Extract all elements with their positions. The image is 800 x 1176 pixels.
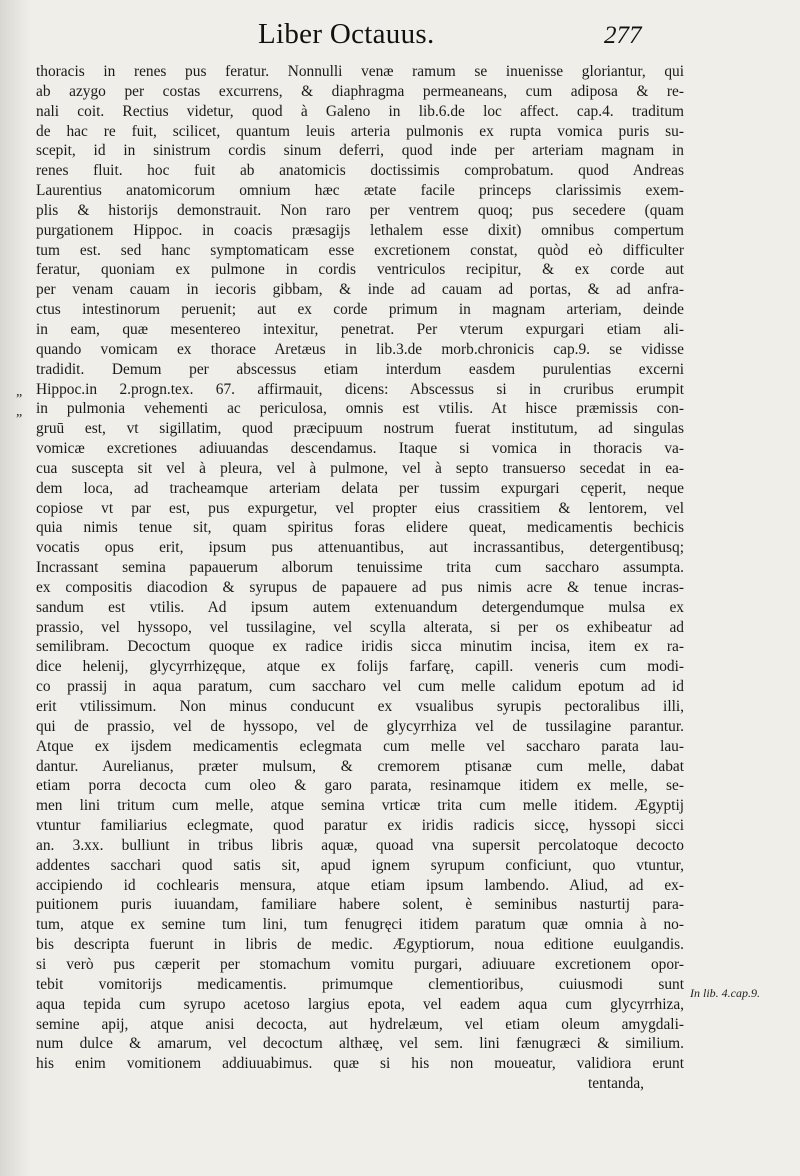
text-line: in eam, quæ mesentereo intexitur, penetrat. Per vterum expurgari etiam ali- [36, 320, 684, 338]
text-line: puitionem puris iuuandam, familiare habere solent, è seminibus nasturtij para- [36, 896, 684, 914]
text-line: plis & historijs demonstrauit. Non raro per ventrem quoq; pus secedere (quam [36, 201, 684, 219]
margin-quote-mark: ” [16, 392, 23, 407]
text-line: vtuntur familiarius eclegmate, quod paratur ex iridis radicis siccę, hyssopi sicci [36, 817, 684, 835]
text-line: tum est. sed hanc symptomaticam esse excretionem constat, quòd eò difficulter [36, 241, 684, 259]
text-line: nali coit. Rectius videtur, quod à Galeno in lib.6.de loc affect. cap.4. traditum [36, 102, 684, 120]
page-gutter-shadow [0, 0, 30, 1176]
text-line: ex compositis diacodion & syrupus de papauere ad pus nimis acre & tenue incras- [36, 578, 684, 596]
text-line: Hippoc.in 2.progn.tex. 67. affirmauit, dicens: Abscessus si in cruribus erumpit [36, 380, 684, 398]
text-line: Atque ex ijsdem medicamentis eclegmata cum melle vel saccharo parata lau- [36, 737, 684, 755]
marginal-note: In lib. 4.cap.9. [690, 986, 760, 1000]
text-line: erit vtilissimum. Non minus conducunt ex vsualibus syrupis pectoralibus illi, [36, 698, 684, 715]
text-line: renes fluit. hoc fuit ab anatomicis doctissimis comprobatum. quod Andreas [36, 162, 684, 180]
text-line: vocatis opus erit, ipsum pus attenuantibus, aut incrassantibus, detergentibusq; [36, 539, 684, 557]
text-line: Laurentius anatomicorum omnium hæc ætate facile princeps clarissimis exem- [36, 182, 684, 200]
text-line: prassio, vel hyssopo, vel tussilagine, vel scylla alterata, si per os exhibeatur ad [36, 618, 684, 636]
text-line: feratur, quoniam ex pulmone in cordis ventriculos recipitur, & ex corde aut [36, 261, 684, 279]
text-line: dice helenij, glycyrrhizęque, atque ex folijs farfarę, capill. veneris cum modi- [36, 658, 684, 676]
text-line: cua suscepta sit vel à pleura, vel à pulmone, vel à septo transuerso secedat in ea- [36, 459, 684, 477]
margin-quote-mark: ” [16, 412, 23, 427]
text-line: Incrassant semina papauerum alborum tenuissime trita cum saccharo assumpta. [36, 559, 684, 577]
text-line: ctus intestinorum peruenit; aut ex corde primum in magnam arteriam, deinde [36, 301, 684, 319]
text-line: qui de prassio, vel de hyssopo, vel de glycyrrhiza vel de tussilagine parantur. [36, 717, 684, 735]
text-line: dem loca, ad tracheamque arteriam delata per tussim expurgari cęperit, neque [36, 479, 684, 497]
text-line: an. 3.xx. bulliunt in tribus libris aquæ, quoad vna supersit percolatoque decocto [36, 836, 684, 854]
text-line: purgationem Hippoc. in coacis præsagijs lethalem esse dixit) omnibus compertum [36, 221, 684, 239]
text-line: thoracis in renes pus feratur. Nonnulli venæ ramum se inuenisse gloriantur, qui [36, 63, 684, 80]
text-line: ab azygo per costas excurrens, & diaphragma permeaneans, cum adiposa & re- [36, 82, 684, 100]
text-line: tentanda, [588, 1075, 644, 1093]
text-line: per venam cauam in iecoris gibbam, & inde ad cauam ad portas, & ad anfra- [36, 281, 684, 299]
text-line: dantur. Aurelianus, præter mulsum, & cremorem ptisanæ cum melle, dabat [36, 757, 684, 775]
text-line: semilibram. Decoctum quoque ex radice iridis sicca minutim incisa, item ex ra- [36, 638, 684, 656]
text-line: tradidit. Demum per abscessus etiam interdum easdem purulentias excerni [36, 360, 684, 378]
text-line: quando vomicam ex thorace Aretæus in lib.3.de morb.chronicis cap.9. se vidisse [36, 340, 684, 358]
text-line: num dulce & amarum, vel decoctum althæę, vel sem. lini fænugræci & similium. [36, 1035, 684, 1053]
text-line: vomicæ excretiones adiuuandas descendamus. Itaque si vomica in thoracis va- [36, 440, 684, 458]
text-line: gruū est, vt sigillatim, quod præcipuum nostrum fuerat institutum, ad singulas [36, 420, 684, 438]
text-line: etiam porra decocta cum oleo & garo parata, resinamque itidem ex melle, se- [36, 777, 684, 795]
text-line: aqua tepida cum syrupo acetoso largius epota, vel eadem aqua cum glycyrrhiza, [36, 995, 684, 1013]
text-line: his enim vomitionem addiuuabimus. quæ si his non moueatur, validiora erunt [36, 1055, 684, 1073]
text-line: quia nimis tenue sit, quam spiritus foras elidere queat, medicamentis bechicis [36, 519, 684, 537]
text-line: semine apij, atque anisi decocta, aut hydrelæum, vel etiam oleum amygdali- [36, 1015, 684, 1033]
text-line: accipiendo id cochlearis mensura, atque etiam ipsum lambendo. Aliud, ad ex- [36, 876, 684, 894]
text-line: men lini tritum cum melle, atque semina vrticæ trita cum melle itidem. Ægyptij [36, 797, 684, 815]
text-line: sandum est vtilis. Ad ipsum autem extenuandum detergendumque mulsa ex [36, 598, 684, 616]
text-line: scepit, id in sinistrum cordis sinum deferri, quod inde per arteriam magnam in [36, 142, 684, 160]
text-line: addentes sacchari quod satis sit, apud ignem syrupum conficiunt, quo vtuntur, [36, 856, 684, 874]
text-line: tebit vomitorijs medicamentis. primumque clementioribus, cuiusmodi sunt [36, 975, 684, 993]
page-number: 277 [604, 22, 642, 49]
body-text [36, 62, 684, 1094]
text-line: tum, atque ex semine tum lini, tum fenugręci itidem paratum quæ omnia à no- [36, 916, 684, 934]
text-line: de hac re fuit, scilicet, quantum leuis arteria pulmonis ex rupta vomica puris su- [36, 122, 684, 140]
text-line: si verò pus cæperit per stomachum vomitu purgari, adiuuare excretionem opor- [36, 955, 684, 973]
running-head [0, 16, 800, 56]
text-line: copiose vt par est, pus expurgetur, vel propter eius crassitiem & lentorem, vel [36, 499, 684, 517]
running-head-title: Liber Octauus. [258, 18, 435, 50]
text-line: in pulmonia vehementi ac periculosa, omnis est vtilis. At hisce præmissis con- [36, 400, 684, 418]
text-line: co prassij in aqua paratum, cum saccharo vel cum melle calidum epotum ad id [36, 678, 684, 696]
text-line: bis descripta fuerunt in libris de medic. Ægyptiorum, noua editione euulgandis. [36, 936, 684, 954]
